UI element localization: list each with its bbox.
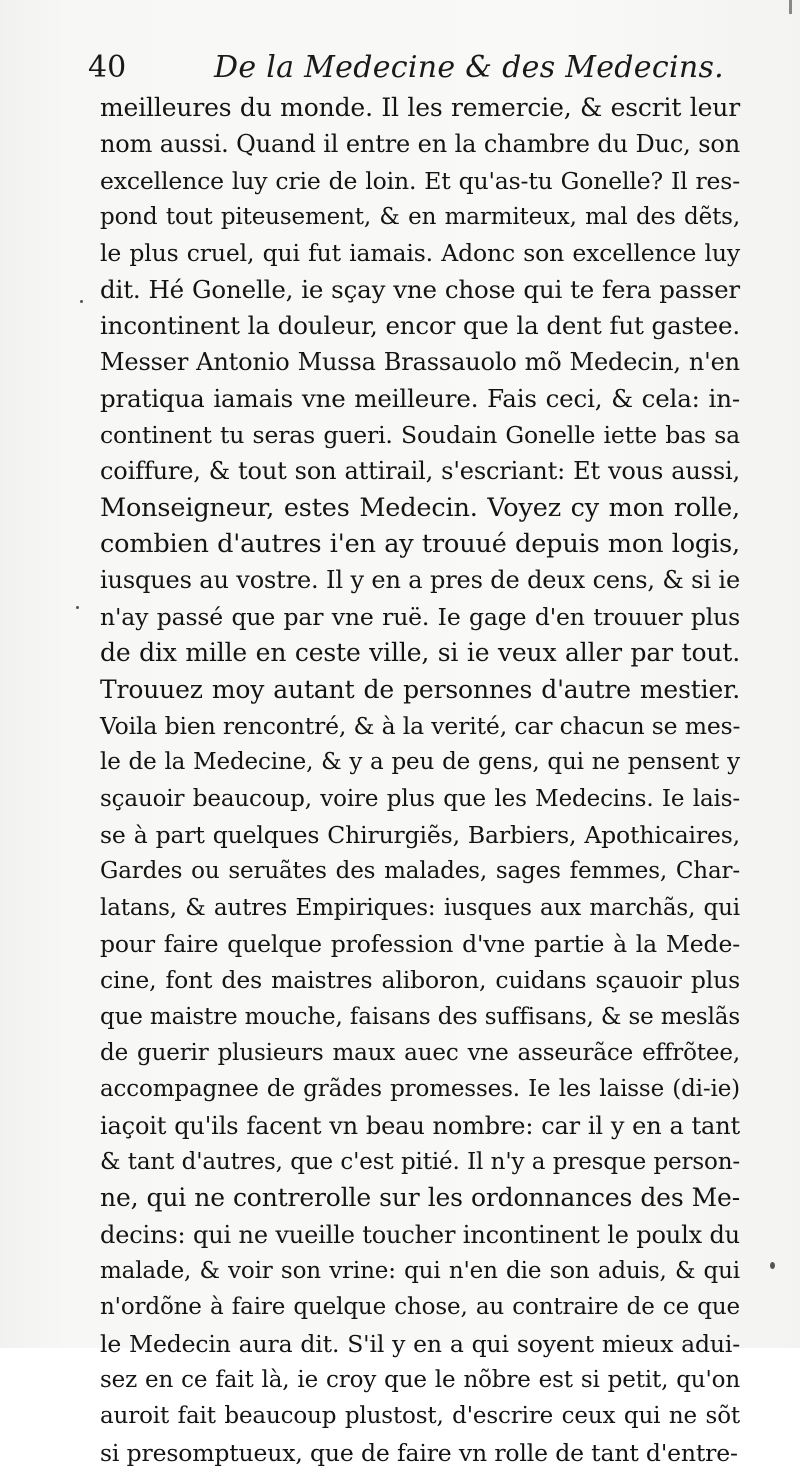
- text-line: Gardes ou seruãtes des malades, sages femmes, Char-: [100, 858, 740, 885]
- text-line: incontinent la douleur, encor que la dent fut gastee.: [100, 311, 740, 341]
- text-line: n'ordõne à faire quelque chose, au contraire de ce que: [100, 1294, 740, 1321]
- ink-speck: [770, 1262, 775, 1269]
- text-line: Voila bien rencontré, & à la verité, car chacun se mes-: [100, 711, 741, 740]
- text-line: & tant d'autres, que c'est pitié. Il n'y a presque person-: [100, 1148, 740, 1175]
- text-line: Monseigneur, estes Medecin. Voyez cy mon rolle,: [100, 492, 740, 523]
- text-line: accompagnee de grãdes promesses. Ie les laisse (di-ie): [100, 1076, 740, 1103]
- text-line: dit. Hé Gonelle, ie sçay vne chose qui te fera passer: [100, 274, 740, 304]
- text-line: le plus cruel, qui fut iamais. Adonc son excellence luy: [100, 239, 740, 268]
- text-line: iusques au vostre. Il y en a pres de deux cens, & si ie: [100, 566, 740, 595]
- ink-speck: [76, 606, 79, 609]
- text-line: ne, qui ne contrerolle sur les ordonnances des Me-: [100, 1183, 740, 1213]
- page-number: 40: [88, 50, 127, 85]
- text-line: pond tout piteusement, & en marmiteux, mal des dẽts,: [100, 204, 740, 231]
- text-line: le Medecin aura dit. S'il y en a qui soyent mieux adui-: [100, 1329, 740, 1358]
- page-header: [88, 46, 748, 94]
- running-title: De la Medecine & des Medecins.: [214, 50, 725, 85]
- margin-mark: [789, 0, 792, 14]
- text-line: le de la Medecine, & y a peu de gens, qui ne pensent y: [100, 749, 740, 776]
- text-line: pour faire quelque profession d'vne partie à la Mede-: [100, 929, 740, 958]
- text-line: Trouuez moy autant de personnes d'autre mestier.: [100, 674, 740, 704]
- text-line: se à part quelques Chirurgiẽs, Barbiers, Apothicaires,: [100, 820, 740, 849]
- text-line: latans, & autres Empiriques: iusques aux marchãs, qui: [100, 894, 740, 921]
- text-line: coiffure, & tout son attirail, s'escriant: Et vous aussi,: [100, 457, 740, 486]
- text-line: decins: qui ne vueille toucher incontinent le poulx du: [100, 1220, 740, 1249]
- text-line: excellence luy crie de loin. Et qu'as-tu Gonelle? Il res-: [100, 166, 740, 195]
- text-line: cine, font des maistres aliboron, cuidans sçauoir plus: [100, 966, 740, 995]
- text-line: pratiqua iamais vne meilleure. Fais ceci, & cela: in-: [100, 383, 740, 413]
- text-line: n'ay passé que par vne ruë. Ie gage d'en trouuer plus: [100, 602, 740, 631]
- text-line: Messer Antonio Mussa Brassauolo mõ Medecin, n'en: [100, 348, 740, 377]
- text-line: meilleures du monde. Il les remercie, & escrit leur: [100, 93, 740, 122]
- body-text: [100, 90, 740, 1471]
- text-line: iaçoit qu'ils facent vn beau nombre: car il y en a tant: [100, 1111, 740, 1140]
- text-line: que maistre mouche, faisans des suffisans, & se meslãs: [100, 1003, 740, 1030]
- text-line: de guerir plusieurs maux auec vne asseurãce effrõtee,: [100, 1039, 740, 1066]
- text-line: malade, & voir son vrine: qui n'en die son aduis, & qui: [100, 1258, 740, 1284]
- text-line: sez en ce fait là, ie croy que le nõbre est si petit, qu'on: [100, 1367, 740, 1394]
- text-line: auroit fait beaucoup plustost, d'escrire ceux qui ne sõt: [100, 1403, 740, 1430]
- text-line: si presomptueux, que de faire vn rolle de tant d'entre-: [100, 1438, 738, 1467]
- text-line: continent tu seras gueri. Soudain Gonelle iette bas sa: [100, 421, 740, 450]
- text-line: nom aussi. Quand il entre en la chambre du Duc, son: [100, 130, 740, 159]
- text-line: combien d'autres i'en ay trouué depuis mon logis,: [100, 529, 740, 560]
- text-line: de dix mille en ceste ville, si ie veux aller par tout.: [100, 638, 740, 668]
- ink-speck: [80, 300, 83, 303]
- text-line: sçauoir beaucoup, voire plus que les Medecins. Ie lais-: [100, 785, 740, 812]
